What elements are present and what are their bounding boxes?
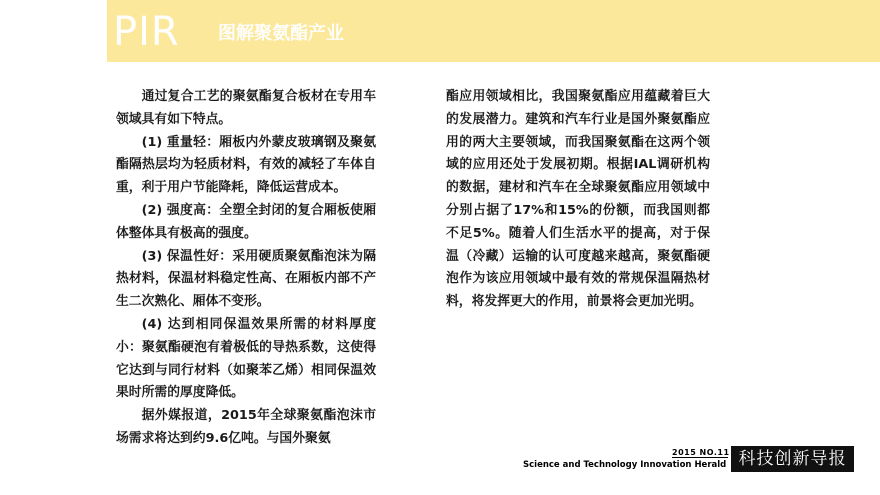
issue-number: 2015 NO.11 — [672, 448, 730, 457]
paragraph: (4) 达到相同保温效果所需的材料厚度小：聚氨酯硬泡有着极低的导热系数，这使得它达到与同行材料（如聚苯乙烯）相同保温效果时所需的厚度降低。 — [116, 316, 376, 401]
right-column — [446, 86, 710, 314]
journal-name-en: Science and Technology Innovation Herald — [523, 460, 727, 470]
paragraph: (3) 保温性好：采用硬质聚氨酯泡沫为隔热材料，保温材料稳定性高、在厢板内部不产生二次熟化、厢体不变形。 — [116, 248, 376, 310]
footer-divider — [672, 457, 728, 458]
left-column — [116, 86, 376, 451]
paragraph: (1) 重量轻：厢板内外蒙皮玻璃钢及聚氨酯隔热层均为轻质材料，有效的减轻了车体自重，利于用户节能降耗，降低运营成本。 — [116, 134, 376, 196]
paragraph: 通过复合工艺的聚氨酯复合板材在专用车领域具有如下特点。 — [116, 89, 376, 127]
section-tag: PIR — [113, 9, 180, 55]
paragraph: 酯应用领域相比，我国聚氨酯应用蕴藏着巨大的发展潜力。建筑和汽车行业是国外聚氨酯应用的两大主要领域，而我国聚氨酯在这两个领域的应用还处于发展初期。根据IAL调研机构的数据，建材和汽车在全球聚氨酯应用领域中分别占据了17%和15%的份额，而我国则都不足5%。随着人们生活水平的提高，对于保温（冷藏）运输的认可度越来越高，聚氨酯硬泡作为该应用领域中最有效的常规保温隔热材料，将发挥更大的作用，前景将会更加光明。 — [446, 89, 710, 310]
journal-logo: 科技创新导报 — [731, 446, 854, 472]
paragraph: (2) 强度高：全塑全封闭的复合厢板使厢体整体具有极高的强度。 — [116, 202, 376, 241]
paragraph: 据外媒报道，2015年全球聚氨酯泡沫市场需求将达到约9.6亿吨。与国外聚氨 — [116, 408, 376, 446]
page-title: 图解聚氨酯产业 — [218, 23, 344, 44]
